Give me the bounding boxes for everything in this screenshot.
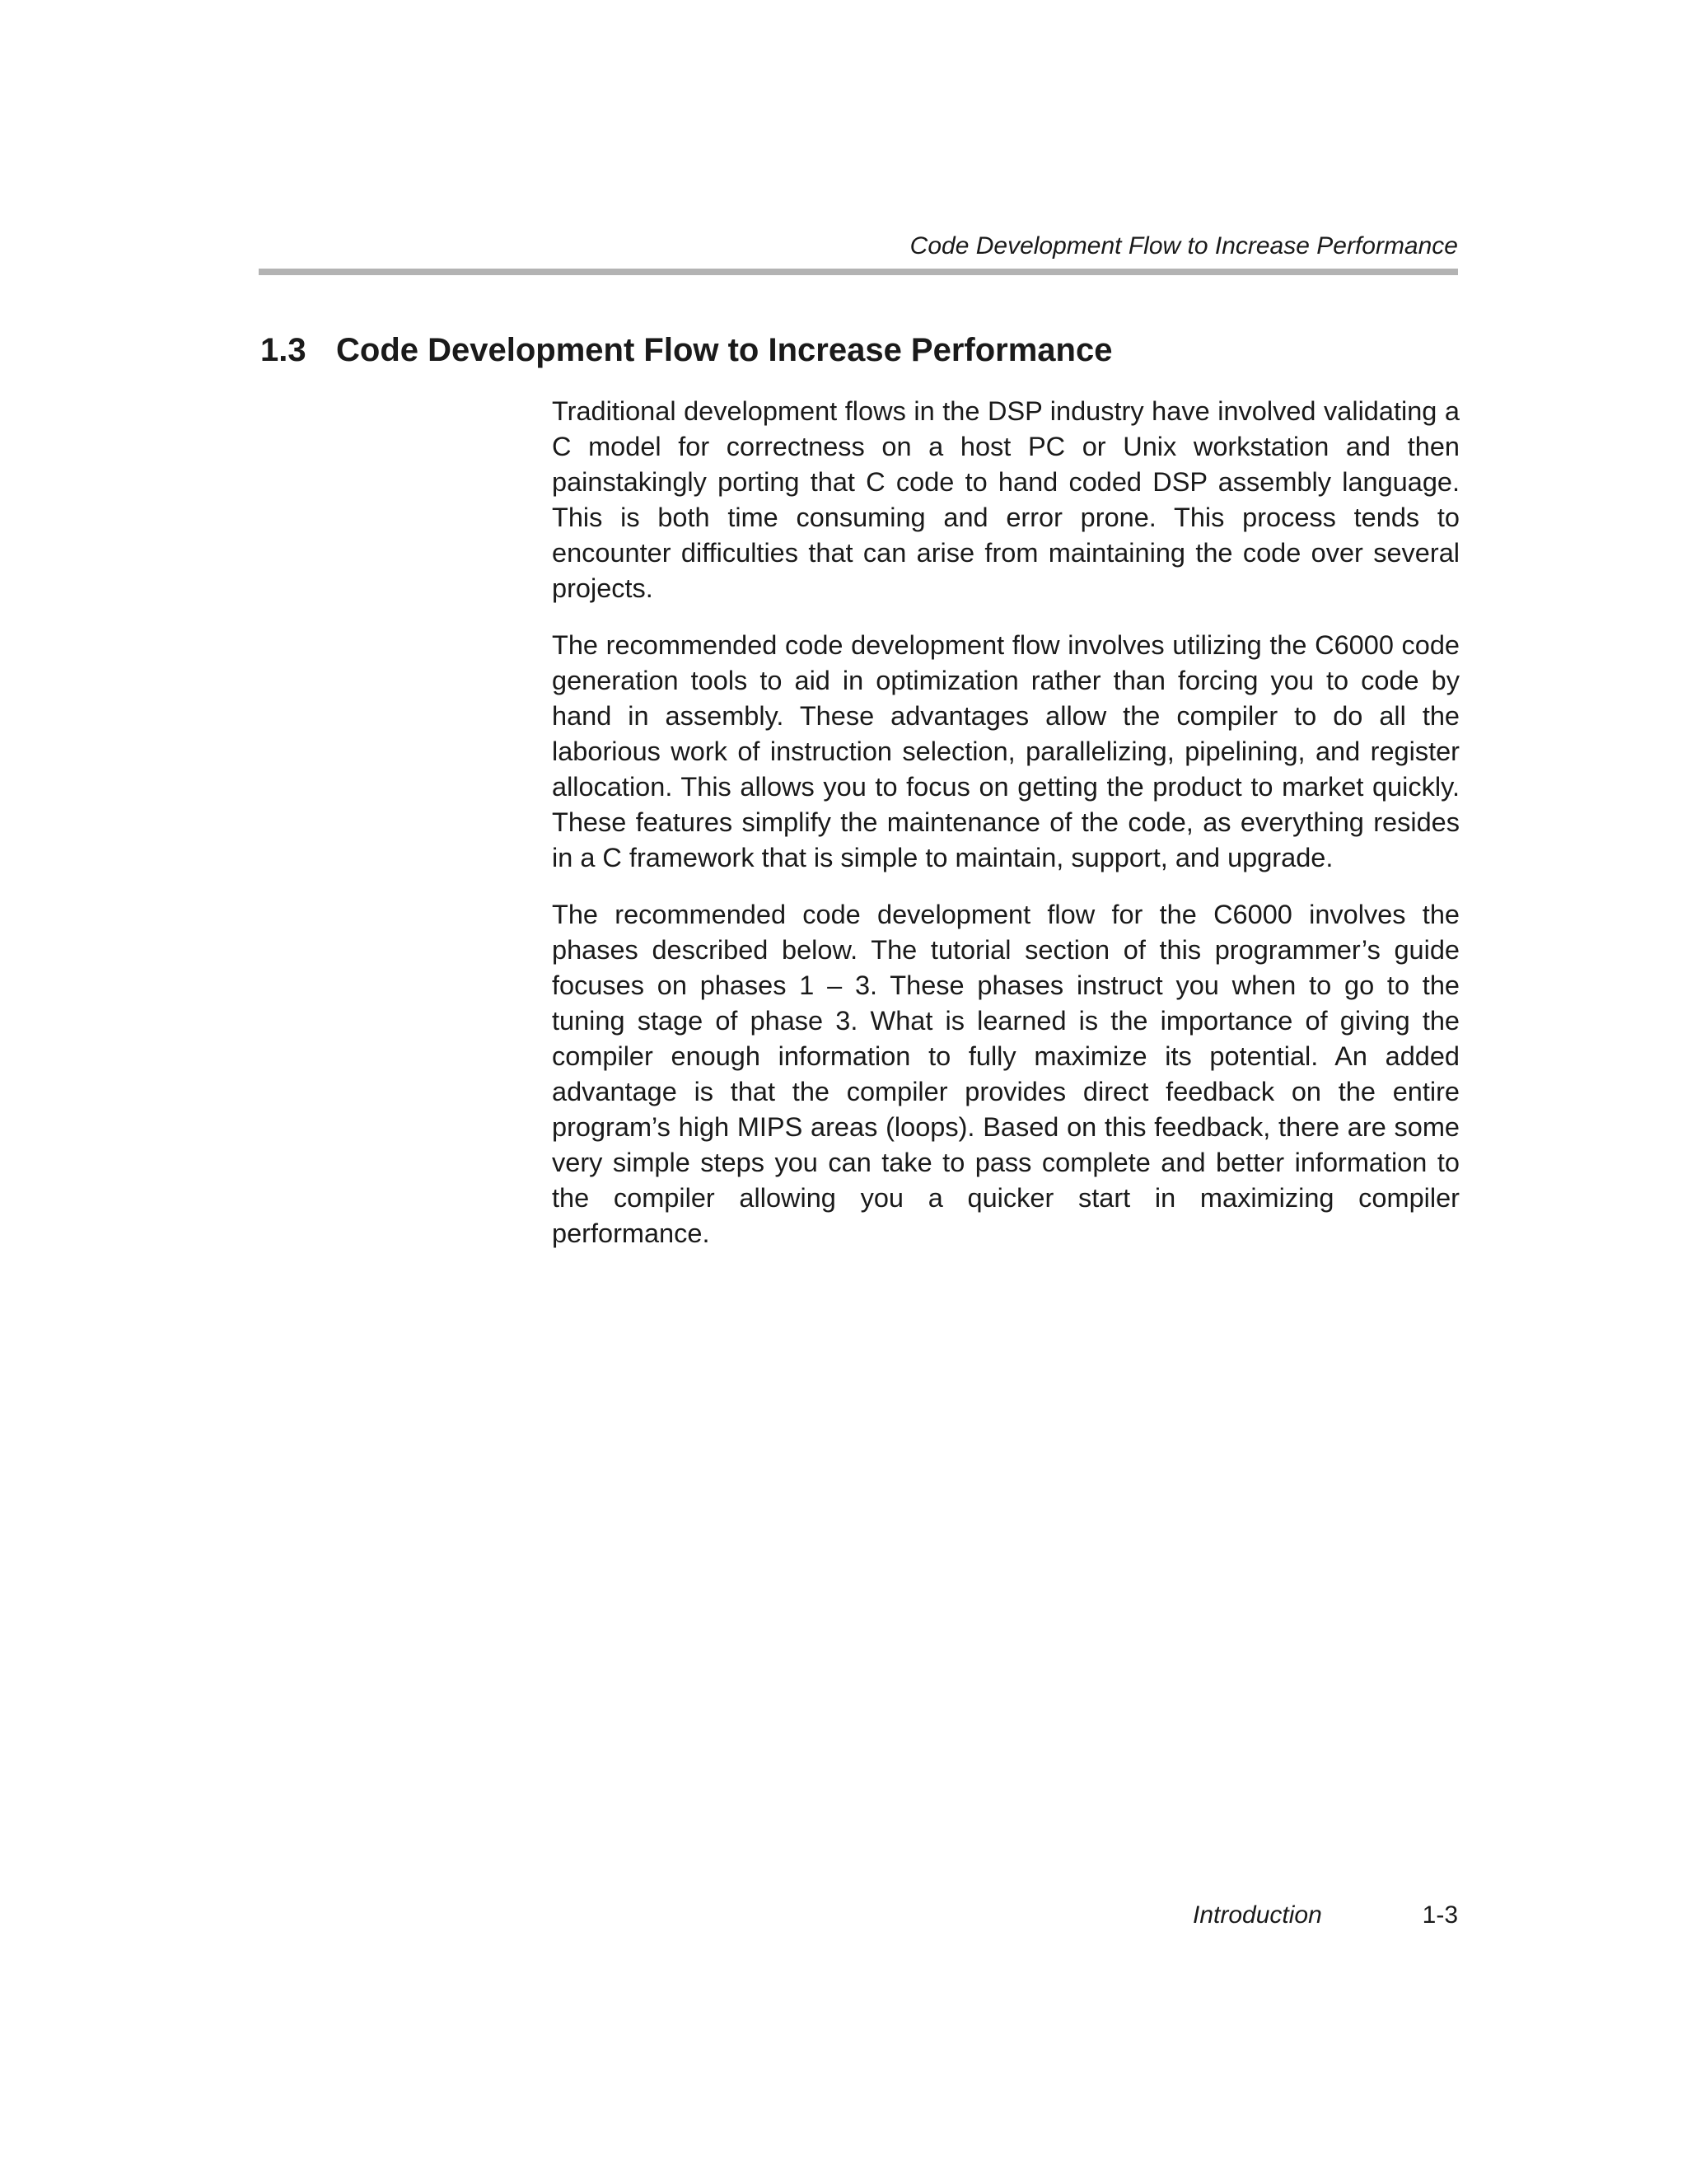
footer-chapter: Introduction — [1193, 1901, 1322, 1929]
header-rule — [259, 269, 1458, 275]
section-title: Code Development Flow to Increase Performance — [336, 332, 1113, 368]
footer-page-number: 1-3 — [1422, 1901, 1458, 1929]
body-text — [552, 394, 1460, 1273]
paragraph-2: The recommended code development flow involves utilizing the C6000 code generation tools to aid in optimization rather than forcing you to code by hand in assembly. These advantages allow the compiler to do all the laborious work of instruction selection, parallelizing, pipelining, and register allocation. This allows you to focus on getting the product to market quickly. These features simplify the maintenance of the code, as everything resides in a C framework that is simple to maintain, support, and upgrade. — [552, 630, 1460, 872]
paragraph-1: Traditional development flows in the DSP industry have involved validating a C model for correctness on a host PC or Unix workstation and then painstakingly porting that C code to hand coded DSP assembly language. This is both time consuming and error prone. This process tends to encounter difficulties that can arise from maintaining the code over several projects. — [552, 396, 1460, 603]
section-heading — [260, 334, 1112, 367]
running-header: Code Development Flow to Increase Performance — [909, 232, 1458, 260]
paragraph-3: The recommended code development flow for the C6000 involves the phases described below. The tutorial section of this programmer’s guide focuses on phases 1 – 3. These phases instruct you when to go to the tuning stage of phase 3. What is learned is the importance of giving the compiler enough information to fully maximize its potential. An added advantage is that the compiler provides direct feedback on the entire program’s high MIPS areas (loops). Based on this feedback, there are some very simple steps you can take to pass complete and better information to the compiler allowing you a quicker start in maximizing compiler performance. — [552, 900, 1460, 1248]
section-number: 1.3 — [260, 332, 306, 368]
